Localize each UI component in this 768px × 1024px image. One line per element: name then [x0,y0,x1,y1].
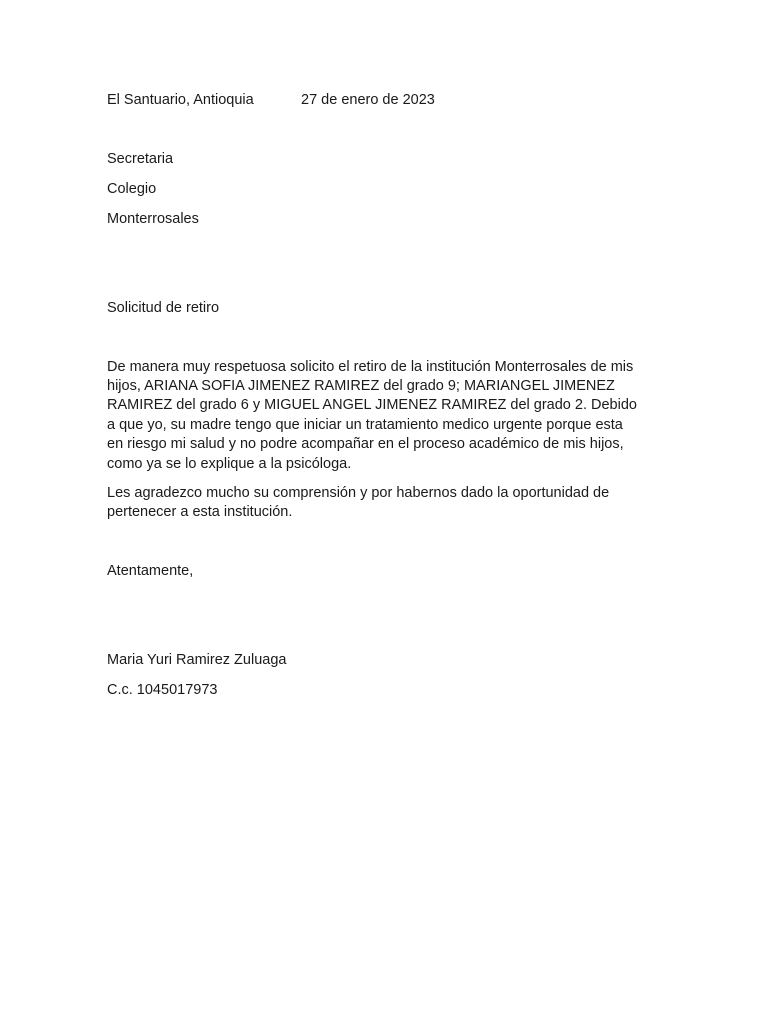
body-line: como ya se lo explique a la psicóloga. [107,456,352,472]
body-line: RAMIREZ del grado 6 y MIGUEL ANGEL JIMENEZ RAMIREZ del grado 2. Debido [107,397,637,413]
body-line: a que yo, su madre tengo que iniciar un tratamiento medico urgente porque esta [107,417,623,433]
body-line: Les agradezco mucho su comprensión y por habernos dado la oportunidad de [107,485,610,501]
recipient-line-2: Colegio [107,181,157,197]
signature-name: Maria Yuri Ramirez Zuluaga [107,652,287,668]
place-text: El Santuario, Antioquia [107,92,254,108]
body-line: hijos, ARIANA SOFIA JIMENEZ RAMIREZ del grado 9; MARIANGEL JIMENEZ [107,378,615,394]
date-text: 27 de enero de 2023 [301,92,435,108]
subject-line: Solicitud de retiro [107,300,220,316]
letter-header [107,91,435,109]
body-line: pertenecer a esta institución. [107,504,293,520]
body-line: en riesgo mi salud y no podre acompañar en el proceso académico de mis hijos, [107,436,624,452]
recipient-line-1: Secretaria [107,151,174,167]
signature-id: C.c. 1045017973 [107,682,218,698]
closing-text: Atentamente, [107,563,194,579]
body-line: De manera muy respetuosa solicito el retiro de la institución Monterrosales de mis [107,359,634,375]
recipient-line-3: Monterrosales [107,211,199,227]
